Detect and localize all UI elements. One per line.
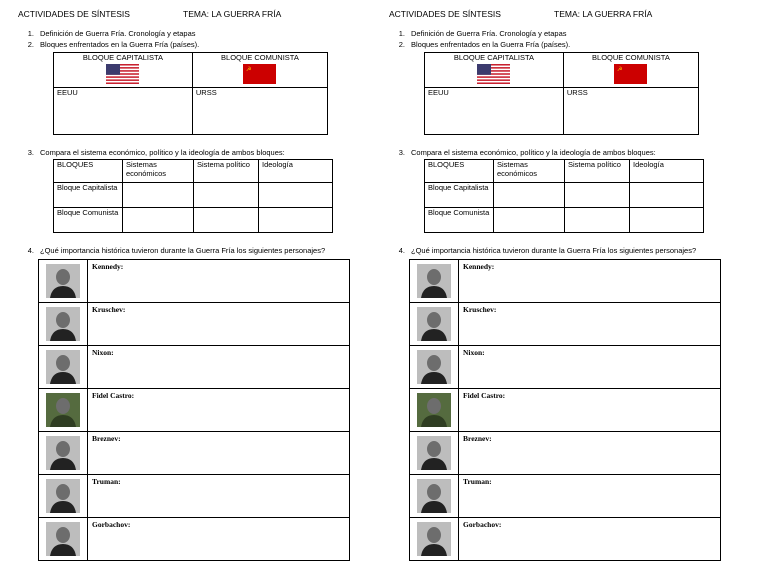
answer-cell [630,183,704,208]
person-row [410,303,721,346]
person-row [410,432,721,475]
person-name: Kruschev: [88,303,350,346]
nixon-portrait-icon [417,350,451,384]
person-photo-cell [39,432,88,475]
person-name: Nixon: [459,346,721,389]
castro-portrait-icon [417,393,451,427]
person-name: Kennedy: [88,260,350,303]
comparison-table [424,159,704,233]
row-capitalist: Bloque Capitalista [425,183,494,208]
topic-title: TEMA: LA GUERRA FRÍA [554,9,653,19]
person-row [410,475,721,518]
castro-portrait-icon [46,393,80,427]
item-3: 3. Compara el sistema económico, político y la ideología de ambos bloques: [398,148,656,157]
person-row [39,389,350,432]
col-bloques: BLOQUES [54,160,123,183]
answer-cell [494,183,565,208]
person-photo-cell [39,518,88,561]
capitalist-bloc-header: BLOQUE CAPITALISTA [425,53,564,88]
item-2: 2. Bloques enfrentados en la Guerra Fría (países). [27,40,200,49]
kennedy-portrait-icon [46,264,80,298]
person-photo-cell [39,260,88,303]
activity-title: ACTIVIDADES DE SÍNTESIS [389,9,501,19]
answer-cell [194,183,259,208]
person-photo-cell [39,346,88,389]
item-1: 1. Definición de Guerra Fría. Cronología y etapas [27,29,196,38]
row-capitalist: Bloque Capitalista [54,183,123,208]
person-photo-cell [410,303,459,346]
item-2: 2. Bloques enfrentados en la Guerra Fría (países). [398,40,571,49]
person-row [39,432,350,475]
person-name: Fidel Castro: [459,389,721,432]
person-row [39,475,350,518]
person-photo-cell [410,518,459,561]
person-row [39,260,350,303]
answer-cell [565,208,630,233]
item-1: 1. Definición de Guerra Fría. Cronología y etapas [398,29,567,38]
truman-portrait-icon [417,479,451,513]
comparison-table [53,159,333,233]
item-4: 4. ¿Qué importancia histórica tuvieron durante la Guerra Fría los siguientes personajes? [27,246,326,255]
ussr-flag-icon [614,64,647,84]
kruschev-portrait-icon [46,307,80,341]
capitalist-country-cell: EEUU [54,88,193,135]
person-name: Breznev: [459,432,721,475]
topic-title: TEMA: LA GUERRA FRÍA [183,9,282,19]
gorbachov-portrait-icon [46,522,80,556]
capitalist-bloc-header: BLOQUE CAPITALISTA [54,53,193,88]
row-communist: Bloque Comunista [54,208,123,233]
answer-cell [565,183,630,208]
answer-cell [123,183,194,208]
answer-cell [194,208,259,233]
person-photo-cell [410,346,459,389]
person-photo-cell [410,389,459,432]
person-photo-cell [410,432,459,475]
person-row [410,389,721,432]
person-name: Truman: [88,475,350,518]
worksheet-right [389,0,759,543]
communist-bloc-header: BLOQUE COMUNISTA ☭ [563,53,698,88]
person-row [39,518,350,561]
blocs-table [424,52,699,135]
communist-country-cell: URSS [563,88,698,135]
person-row [410,346,721,389]
answer-cell [259,183,333,208]
row-communist: Bloque Comunista [425,208,494,233]
person-row [39,346,350,389]
col-ideology: Ideología [259,160,333,183]
communist-country-cell: URSS [192,88,327,135]
person-row [39,303,350,346]
usa-flag-icon [106,64,139,84]
person-name: Fidel Castro: [88,389,350,432]
capitalist-country-cell: EEUU [425,88,564,135]
person-photo-cell [39,475,88,518]
answer-cell [259,208,333,233]
breznev-portrait-icon [417,436,451,470]
worksheet-header [18,9,282,19]
person-photo-cell [410,260,459,303]
col-political: Sistema político [194,160,259,183]
breznev-portrait-icon [46,436,80,470]
person-row [410,260,721,303]
item-3: 3. Compara el sistema económico, político y la ideología de ambos bloques: [27,148,285,157]
worksheet-left [18,0,388,543]
ussr-flag-icon [243,64,276,84]
col-economic: Sistemas económicos [494,160,565,183]
truman-portrait-icon [46,479,80,513]
person-name: Gorbachov: [459,518,721,561]
gorbachov-portrait-icon [417,522,451,556]
answer-cell [630,208,704,233]
worksheet-header [389,9,653,19]
answer-cell [123,208,194,233]
blocs-table [53,52,328,135]
kennedy-portrait-icon [417,264,451,298]
people-table [409,259,721,561]
item-4: 4. ¿Qué importancia histórica tuvieron durante la Guerra Fría los siguientes personajes? [398,246,697,255]
col-economic: Sistemas económicos [123,160,194,183]
person-name: Truman: [459,475,721,518]
usa-flag-icon [477,64,510,84]
people-table [38,259,350,561]
activity-title: ACTIVIDADES DE SÍNTESIS [18,9,130,19]
nixon-portrait-icon [46,350,80,384]
communist-bloc-header: BLOQUE COMUNISTA ☭ [192,53,327,88]
person-photo-cell [39,389,88,432]
answer-cell [494,208,565,233]
person-photo-cell [39,303,88,346]
person-name: Kennedy: [459,260,721,303]
svg-text:☭: ☭ [246,66,252,73]
col-bloques: BLOQUES [425,160,494,183]
col-ideology: Ideología [630,160,704,183]
person-photo-cell [410,475,459,518]
person-name: Breznev: [88,432,350,475]
svg-text:☭: ☭ [617,66,623,73]
col-political: Sistema político [565,160,630,183]
person-name: Nixon: [88,346,350,389]
person-name: Kruschev: [459,303,721,346]
person-row [410,518,721,561]
kruschev-portrait-icon [417,307,451,341]
person-name: Gorbachov: [88,518,350,561]
